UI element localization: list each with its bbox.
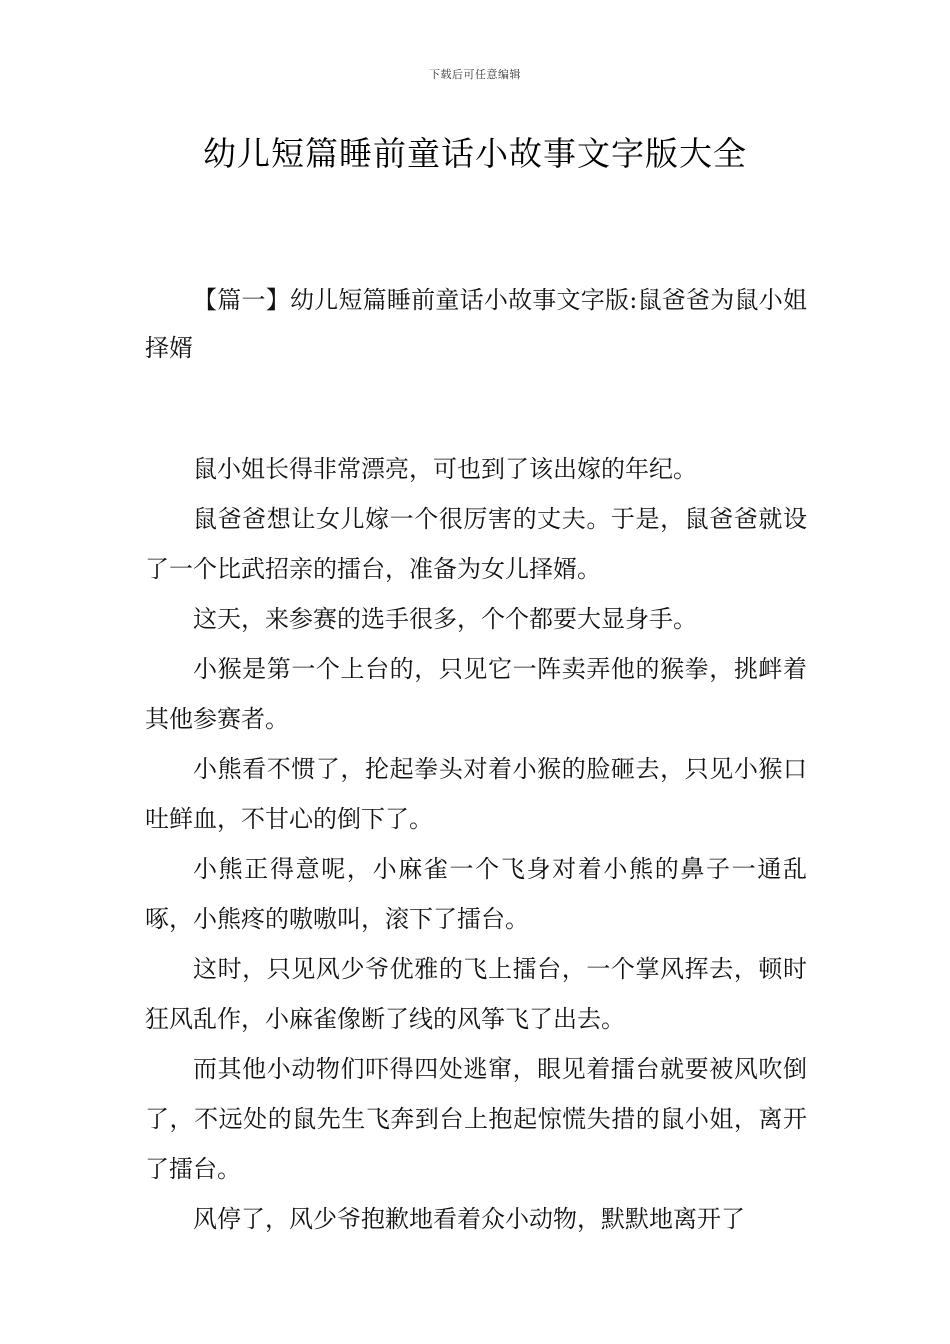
document-body	[145, 276, 807, 1244]
paragraph-3: 这天，来参赛的选手很多，个个都要大显身手。	[193, 605, 697, 633]
section-heading: 【篇一】幼儿短篇睡前童话小故事文字版:鼠爸爸为鼠小姐择婿	[145, 286, 807, 362]
paragraph-5: 小熊看不惯了，抡起拳头对着小猴的脸砸去，只见小猴口吐鲜血，不甘心的倒下了。	[145, 755, 807, 833]
paragraph-4: 小猴是第一个上台的，只见它一阵卖弄他的猴拳，挑衅着其他参赛者。	[145, 655, 807, 733]
paragraph-8: 而其他小动物们吓得四处逃窜，眼见着擂台就要被风吹倒了，不远处的鼠先生飞奔到台上抱起惊慌失措的鼠小姐，离开了擂台。	[145, 1055, 807, 1183]
paragraph-9: 风停了，风少爷抱歉地看着众小动物，默默地离开了	[193, 1205, 745, 1233]
paragraph-2: 鼠爸爸想让女儿嫁一个很厉害的丈夫。于是，鼠爸爸就设了一个比武招亲的擂台，准备为女儿择婿。	[145, 505, 807, 583]
document-title: 幼儿短篇睡前童话小故事文字版大全	[203, 134, 747, 173]
header-note: 下载后可任意编辑	[429, 68, 521, 81]
paragraph-1: 鼠小姐长得非常漂亮，可也到了该出嫁的年纪。	[193, 455, 697, 483]
paragraph-7: 这时，只见风少爷优雅的飞上擂台，一个掌风挥去，顿时狂风乱作，小麻雀像断了线的风筝飞了出去。	[145, 955, 807, 1033]
paragraph-6: 小熊正得意呢，小麻雀一个飞身对着小熊的鼻子一通乱啄，小熊疼的嗷嗷叫，滚下了擂台。	[145, 855, 807, 933]
